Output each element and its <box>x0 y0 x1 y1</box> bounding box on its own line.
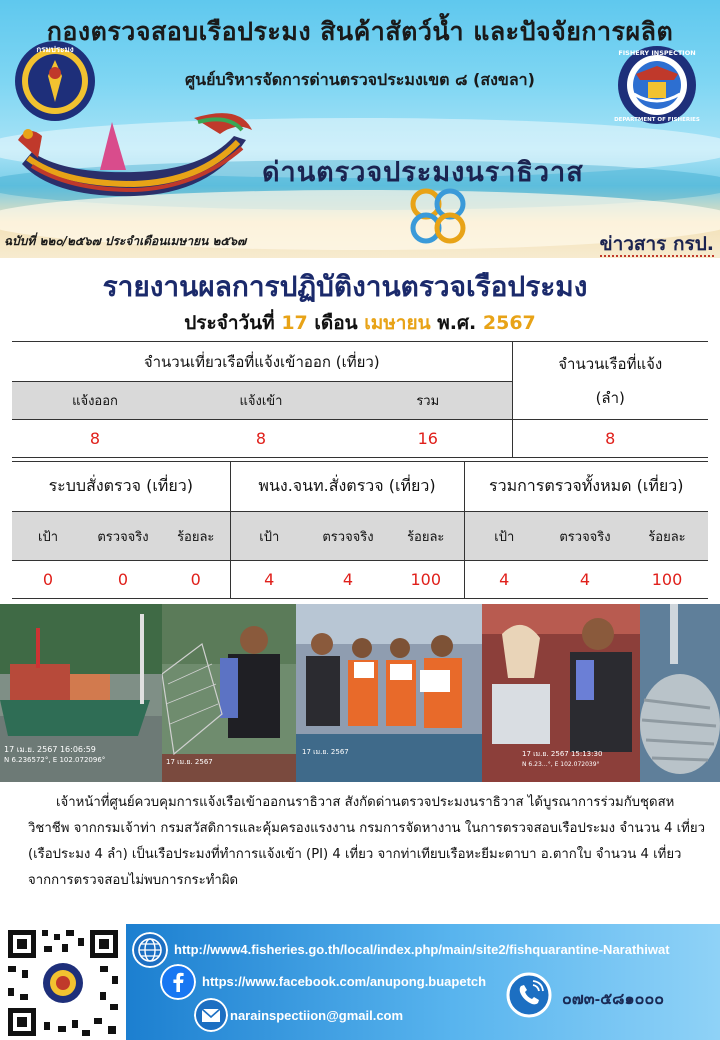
date-year: 2567 <box>482 312 536 334</box>
header-title: กองตรวจสอบเรือประมง สินค้าสัตว์น้ำ และปัจจัยการผลิต <box>46 17 674 46</box>
col-actual: ตรวจจริง <box>544 512 626 561</box>
photo-timestamp: 17 เม.ย. 2567 <box>166 758 213 766</box>
trips-header: จำนวนเที่ยวเรือที่แจ้งเข้าออก (เที่ยว) <box>12 342 512 382</box>
col-percent: ร้อยละ <box>626 512 708 561</box>
value-actual: 4 <box>308 561 388 599</box>
group-title-officer: พนง.จนท.สั่งตรวจ (เที่ยว) <box>230 462 464 512</box>
col-actual: ตรวจจริง <box>308 512 388 561</box>
photo-coordinates: N 6.236572°, E 102.072096° <box>4 756 106 764</box>
date-month-label: เดือน <box>314 312 358 334</box>
logo-text: FISHERY INSPECTION <box>618 49 696 57</box>
value-total: 16 <box>344 420 512 458</box>
photo-net-inspection <box>162 604 296 782</box>
website-link[interactable]: http://www4.fisheries.go.th/local/index.php/main/site2/fishquarantine-Narathiwat <box>174 942 670 957</box>
globe-icon <box>132 932 168 968</box>
report-description: เจ้าหน้าที่ศูนย์ควบคุมการแจ้งเรือเข้าออกนราธิวาส สังกัดด่านตรวจประมงนราธิวาส ได้บูรณาการร่วมกับชุดสหวิชาชีพ จากกรมเจ้าท่า กรมสวัสดิการและคุ้มครองแรงงาน กรมการจัดหางาน ในการตรวจสอบเรือประมง จำนวน 4 เที่ยว (เรือประมง 4 ลำ) เป็นเรือประมงที่ทำการแจ้งเข้า (PI) 4 เที่ยว จากท่าเทียบเรือหะยีมะตาบา อ.ตากใบ จำนวน 4 เที่ยว จากการตรวจสอบไม่พบการกระทำผิด <box>28 795 705 888</box>
checkpoint-name: ด่านตรวจประมงนราธิวาส <box>262 157 584 188</box>
boats-header <box>512 342 708 420</box>
value-percent: 100 <box>388 561 464 599</box>
col-out: แจ้งออก <box>12 382 178 420</box>
header-banner <box>0 0 720 258</box>
email-link[interactable]: narainspectiion@gmail.com <box>230 1008 404 1023</box>
value-target: 4 <box>230 561 308 599</box>
report-title: รายงานผลการปฏิบัติงานตรวจเรือประมง <box>102 270 588 303</box>
kolae-boat-illustration <box>14 100 262 210</box>
photo-coordinates: N 6.23…°, E 102.072039° <box>522 761 600 768</box>
phone-icon <box>506 972 552 1018</box>
qr-code <box>4 926 122 1040</box>
value-target: 0 <box>12 561 84 599</box>
news-label-text: ข่าวสาร กรป. <box>599 233 714 255</box>
photo-timestamp: 17 เม.ย. 2567 15:13:30 <box>522 750 603 758</box>
mail-icon <box>194 998 228 1032</box>
date-day: 17 <box>281 312 308 334</box>
col-percent: ร้อยละ <box>388 512 464 561</box>
photo-fish-catch <box>640 604 720 782</box>
photo-timestamp: 17 เม.ย. 2567 <box>302 748 349 756</box>
facebook-link[interactable]: https://www.facebook.com/anupong.buapetch <box>202 974 487 989</box>
boats-header-line1: จำนวนเรือที่แจ้ง <box>558 354 663 373</box>
value-boats: 8 <box>512 420 708 458</box>
trips-table <box>12 341 708 458</box>
inspection-table <box>12 461 708 599</box>
col-percent: ร้อยละ <box>162 512 230 561</box>
value-actual: 4 <box>544 561 626 599</box>
header-subtitle: ศูนย์บริหารจัดการด่านตรวจประมงเขต ๘ (สงขลา) <box>185 70 535 89</box>
col-total: รวม <box>344 382 512 420</box>
issue-number: ฉบับที่ ๒๒๐/๒๕๖๗ ประจำเดือนเมษายน ๒๕๖๗ <box>4 234 247 248</box>
photo-strip <box>0 604 720 782</box>
col-in: แจ้งเข้า <box>178 382 344 420</box>
knot-symbol <box>402 180 474 252</box>
col-actual: ตรวจจริง <box>84 512 162 561</box>
date-year-label: พ.ศ. <box>437 312 477 334</box>
group-title-total: รวมการตรวจทั้งหมด (เที่ยว) <box>464 462 708 512</box>
photo-crew-documents <box>296 604 482 782</box>
value-target: 4 <box>464 561 544 599</box>
col-target: เป้า <box>12 512 84 561</box>
value-out: 8 <box>12 420 178 458</box>
photo-fishing-boat <box>0 604 162 782</box>
date-month: เมษายน <box>364 312 431 334</box>
value-percent: 100 <box>626 561 708 599</box>
photo-timestamp: 17 เม.ย. 2567 16:06:59 <box>4 745 96 754</box>
col-target: เป้า <box>464 512 544 561</box>
date-prefix: ประจำวันที่ <box>184 312 275 334</box>
logo-text: กรมประมง <box>36 45 74 54</box>
value-in: 8 <box>178 420 344 458</box>
value-actual: 0 <box>84 561 162 599</box>
phone-number[interactable]: ๐๗๓-๕๘๑๐๐๐ <box>562 991 664 1008</box>
photo-water-supplies <box>482 604 640 782</box>
news-label <box>600 229 714 258</box>
facebook-icon <box>160 964 196 1000</box>
col-target: เป้า <box>230 512 308 561</box>
value-percent: 0 <box>162 561 230 599</box>
fishery-inspection-logo <box>614 44 700 126</box>
logo-text: DEPARTMENT OF FISHERIES <box>614 117 700 123</box>
boats-header-line2: (ลำ) <box>595 388 625 407</box>
group-title-system: ระบบสั่งตรวจ (เที่ยว) <box>12 462 230 512</box>
report-date <box>0 308 720 338</box>
